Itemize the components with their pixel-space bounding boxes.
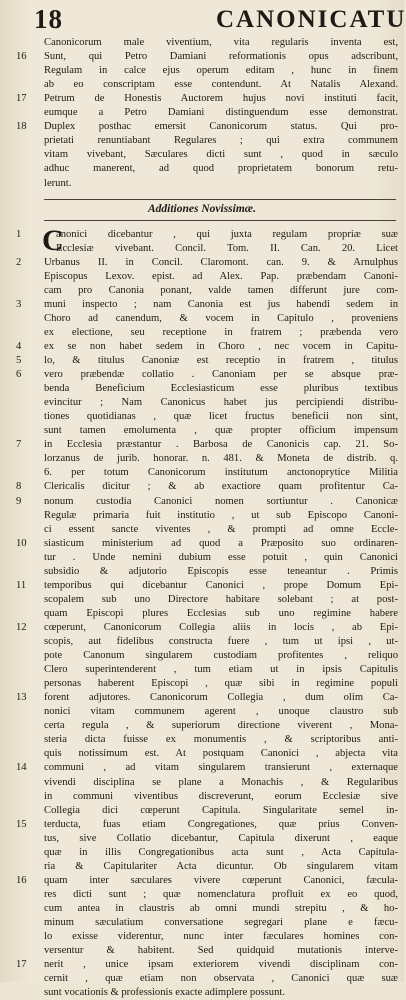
line-text: Canonicorum male viventium, vita regularis inventa est, [44, 37, 398, 48]
line-number: 18 [16, 121, 27, 133]
text-line [0, 106, 404, 120]
text-line [0, 256, 404, 270]
section-rule-top [44, 199, 396, 200]
line-text: Regulæ primaria fuit institutio , ut sub Episcopo Canoni- [44, 509, 398, 521]
text-line [0, 902, 404, 916]
text-line [0, 242, 404, 256]
line-text: lo exisse viderentur, nunc inter fæculares homines con- [44, 931, 398, 943]
line-number: 17 [16, 93, 27, 105]
text-line [0, 551, 404, 565]
text-line [0, 148, 404, 162]
line-text: res dicti sunt ; quæ nomenclatura profluit ex eo quod, [44, 888, 398, 900]
text-line [0, 818, 404, 832]
line-text: Sunt, qui Petro Damiani reformationis opus adscribunt, [44, 51, 398, 63]
text-line [0, 382, 404, 396]
text-line [0, 972, 404, 986]
line-text: tur . Unde nemini dubium esse potuit , quin Canonici [44, 551, 398, 563]
line-text: certa regula , & superiorum directione viverent , Mona- [44, 720, 398, 732]
text-line [0, 50, 404, 64]
line-text: pote Canonum singularem custodiam profitentes , reliquo [44, 650, 398, 662]
line-text: ci essent sancte viventes , & prompti ad omne Eccle- [44, 523, 398, 535]
text-line [0, 354, 404, 368]
text-line [0, 874, 404, 888]
line-text: 6. per totum Canonicorum institutum anctonoprytice Militia [44, 467, 398, 479]
line-text: scopis, aut fidelibus constructa fuere , tum ut ipsi , ut- [44, 636, 398, 647]
page-number: 18 [34, 4, 63, 34]
line-number: 5 [16, 355, 22, 366]
line-text: ria & Capitulariter Acta dicuntur. Ob singularem vitam [44, 860, 398, 872]
line-text: temporibus qui dicebantur Canonici , prope Domum Epi- [44, 579, 398, 591]
line-text: tus, sive Collatio dicebantur, Capitula dixerunt , eaque [44, 832, 398, 844]
line-number: 14 [16, 762, 27, 774]
line-text: lerunt. [44, 177, 72, 189]
text-line [0, 466, 404, 480]
line-text: cœperunt, Canonicorum Collegia aliis in locis , ab Epi- [44, 621, 398, 633]
text-line [0, 565, 404, 579]
line-text: cernit , quæ etiam non observata , Canonici quæ suæ [44, 973, 398, 985]
line-number: 16 [16, 51, 27, 63]
line-text: prietati renuntiabant Regulares ; qui extra communem [44, 135, 398, 147]
line-number: 17 [16, 959, 27, 971]
text-line [0, 621, 404, 635]
line-text: adhuc manerent, ad quod proprietatem bonorum retu- [44, 163, 398, 175]
text-line [0, 958, 404, 972]
line-text: versentur & habitent. Sed quidquid mutationis interve- [44, 945, 398, 957]
text-line [0, 860, 404, 874]
text-line [0, 593, 404, 607]
line-text: eumque a Petro Damiani distinguendum esse demonstrat. [44, 107, 398, 119]
text-line [0, 92, 404, 106]
line-text: in Ecclesia præstantur . Barbosa de Canonicis cap. 21. So- [44, 439, 398, 451]
text-line [0, 747, 404, 761]
line-text: Episcopus Lexov. epist. ad Alex. Pap. præbendam Canoni- [44, 270, 398, 282]
text-line [0, 649, 404, 663]
text-line [0, 635, 404, 649]
drop-cap: C [42, 223, 64, 257]
text-line [0, 944, 404, 958]
text-line [0, 284, 404, 298]
section-rule-bottom [44, 220, 396, 221]
text-line [0, 368, 404, 382]
text-line [0, 930, 404, 944]
text-line [0, 579, 404, 593]
line-number: 6 [16, 369, 22, 381]
text-line [0, 537, 404, 551]
text-line [0, 326, 404, 340]
line-text: Ecclesiæ vivebant. Concil. Tom. II. Can. 20. Licet [56, 242, 398, 254]
line-number: 7 [16, 439, 22, 451]
line-text: tiones quotidianas , quæ licet fructus beneficii non sint, [44, 411, 398, 423]
line-text: evincitur ; Nam Canonicus habet jus percipiendi distribu- [44, 397, 398, 409]
text-line [0, 452, 404, 466]
text-line [0, 438, 404, 452]
line-text: muni inspecto ; nam Canonia est jus habendi sedem in [44, 298, 398, 310]
line-text: Regulam in calce ejus operum editam , hunc in finem [44, 65, 398, 77]
line-text: quæ in illis Congregationibus acta sunt , Acta Capitula- [44, 846, 398, 858]
text-line [0, 607, 404, 621]
line-text: vero præbendæ collatio . Canoniam per se absque præ- [44, 369, 398, 381]
line-number: 3 [16, 298, 22, 310]
line-text: personas haberent Episcopi , quæ sibi in regimine populi [44, 678, 398, 690]
line-number: 8 [16, 481, 22, 493]
line-text: Urbanus II. in Concil. Claromont. can. 9. & Arnulphus [44, 256, 398, 268]
line-number: 4 [16, 340, 22, 352]
line-text: Clero superintenderent , tum etiam ut in ipsis Capitulis [44, 664, 398, 676]
text-line [0, 78, 404, 92]
text-line [0, 804, 404, 818]
line-text: quam inter sæculares vivere cœperunt Canonici, fæcula- [44, 874, 398, 886]
text-line [0, 162, 404, 176]
line-text: Duplex posthac emersit Canonicorum status. Qui pro- [44, 121, 398, 133]
line-number: 9 [16, 495, 22, 507]
text-line [0, 312, 404, 326]
line-text: Clericalis dicitur ; & ab exactiore quam profitentur Ca- [44, 481, 398, 493]
text-line [0, 523, 404, 537]
line-text: ex se non habet sedem in Choro , nec vocem in Capitu- [44, 340, 398, 352]
text-line [0, 663, 404, 677]
text-line [0, 761, 404, 775]
line-text: nerit , unice ipsam exteriorem vivendi disciplinam con- [44, 959, 398, 971]
text-line [0, 120, 404, 134]
line-number: 10 [16, 537, 27, 549]
text-line [0, 677, 404, 691]
line-text: terducta, fuas etiam Congregationes, quæ prius Conven- [44, 818, 398, 830]
text-line [0, 480, 404, 494]
running-head: CANONICATU [216, 6, 406, 33]
text-line [0, 733, 404, 747]
text-line [0, 36, 404, 50]
line-text: quis notissimum est. At postquam Canonici , abjecta vita [44, 748, 398, 760]
section-title: Additiones Novissimæ. [148, 202, 256, 215]
text-line [0, 495, 404, 509]
text-line [0, 298, 404, 312]
line-text: ab eo conscriptam esse contendunt. At Natalis Alexand. [44, 79, 398, 91]
text-line [0, 776, 404, 790]
line-text: communi , ad vitam singularem transierunt , externaque [44, 762, 398, 774]
line-number: 15 [16, 818, 27, 830]
line-text: Petrum de Honestis Auctorem hujus novi instituti facit, [44, 93, 398, 105]
text-line [0, 340, 404, 354]
line-text: lo, & titulus Canoniæ est receptio in fratrem , titulus [44, 355, 398, 366]
line-text: steria dicta fuisse ex monumentis , & scriptoribus anti- [44, 734, 398, 746]
line-text: scopalem sub uno Directore habitare solebant ; at post- [44, 593, 398, 605]
text-line [0, 986, 404, 1000]
line-text: minum sæculatium conversatione segregari plane e fæcu- [44, 917, 398, 928]
line-text: forent adjutores. Canonicorum Collegia , dum olim Ca- [44, 692, 398, 704]
line-number: 12 [16, 621, 27, 633]
text-line [0, 270, 404, 284]
line-text: vivendi disciplina se plane a Monachis , & Regularibus [44, 776, 398, 788]
page-header [0, 4, 404, 38]
line-text: in communi viventibus discreverunt, eorum Ecclesiæ sive [44, 790, 398, 802]
text-line [0, 832, 404, 846]
line-number: 1 [16, 228, 22, 240]
text-line [0, 916, 404, 930]
line-text: Choro ad canendum, & vocem in Capitulo , proveniens [44, 312, 398, 324]
text-line [0, 719, 404, 733]
line-number: 11 [16, 579, 27, 591]
line-text: cam pro Canonia ponant, valde tamen differunt jure com- [44, 284, 398, 296]
line-text: anonici dicebantur , qui juxta regulam propriæ suæ [56, 228, 398, 240]
text-line [0, 705, 404, 719]
line-number: 2 [16, 256, 22, 268]
line-text: Collegia dici cœperunt Capitula. Singularitate semel in- [44, 804, 398, 816]
line-text: cum antea in claustris ab omni mundi strepitu , & ho- [44, 902, 398, 914]
text-line [0, 410, 404, 424]
line-text: sunt vocationis & professionis exacte adimplere possunt. [44, 987, 285, 999]
line-text: lorzanus de jurib. honorar. n. 481. & Moneta de distrib. q. [44, 453, 398, 465]
line-text: siasticum ministerium ad quod a Præposito suo ordinaren- [44, 537, 398, 549]
line-text: vitam vivebant, Sæculares dicti sunt , quod in sæculo [44, 149, 398, 161]
text-line [0, 790, 404, 804]
text-line [0, 691, 404, 705]
text-line [0, 509, 404, 523]
line-text: quam Episcopi plures Ecclesias sub uno regimine habere [44, 607, 398, 619]
line-text: benda Beneficium Ecclesiasticum esse pluribus textibus [44, 383, 398, 395]
line-text: subsidio & adjutorio Episcopis esse teneantur . Primis [44, 565, 398, 577]
line-text: nonum custodia Canonici nomen sortiuntur . Canonicæ [44, 495, 398, 507]
line-text: sunt tamen emolumenta , quæ propter officium impensum [44, 425, 398, 437]
line-text: ex electione, seu receptione in fratrem ; præbenda vero [44, 326, 398, 338]
text-line [0, 134, 404, 148]
text-line [0, 228, 404, 242]
text-line [0, 888, 404, 902]
text-line [0, 396, 404, 410]
text-line [0, 177, 404, 191]
line-text: nonici vitam communem agerent , unoque claustro sub [44, 706, 398, 718]
text-line [0, 64, 404, 78]
line-number: 16 [16, 874, 27, 886]
text-line [0, 846, 404, 860]
line-number: 13 [16, 692, 27, 704]
text-line [0, 424, 404, 438]
